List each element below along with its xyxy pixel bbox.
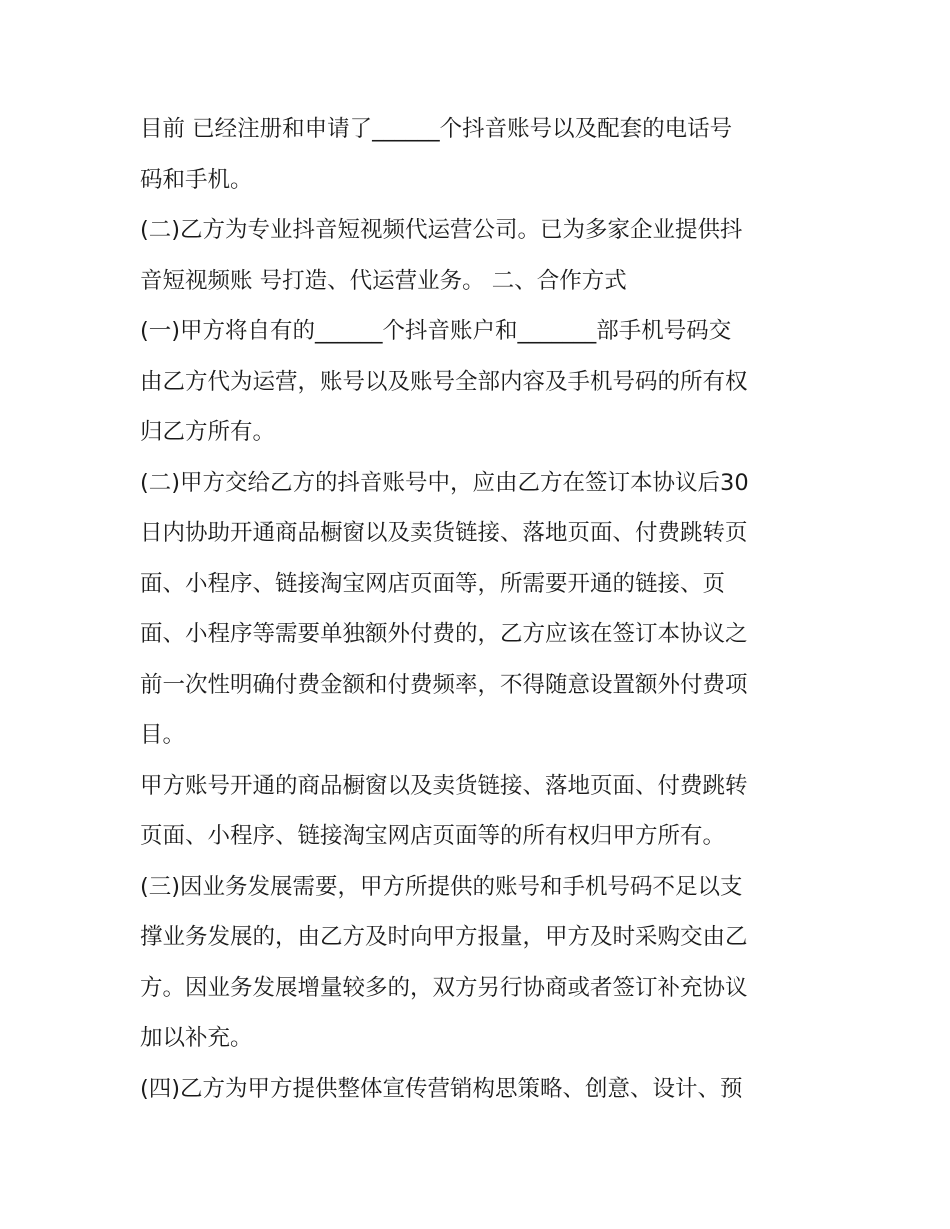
text-line: 目。 [140,722,186,748]
text-line: 撑业务发展的，由乙方及时向甲方报量，甲方及时采购交由乙 [140,924,748,950]
text-line: 由乙方代为运营，账号以及账号全部内容及手机号码的所有权 [140,368,748,395]
text-line: 页面、小程序、链接淘宝网店页面等的所有权归甲方所有。 [140,823,726,849]
text-line: 加以补充。 [140,1025,253,1051]
text-line: 码和手机。 [140,166,253,193]
text-line: 甲方账号开通的商品橱窗以及卖货链接、落地页面、付费跳转 [140,772,748,799]
text-line: 日内协助开通商品橱窗以及卖货链接、落地页面、付费跳转页 [140,520,748,546]
text-line: (三)因业务发展需要，甲方所提供的账号和手机号码不足以支 [140,873,743,900]
text-line: 方。因业务发展增量较多的，双方另行协商或者签订补充协议 [140,974,748,1001]
text-line: 面、小程序、链接淘宝网店页面等，所需要开通的链接、页 [140,570,726,597]
text-line: 归乙方所有。 [140,419,276,445]
text-line: (一)甲方将自有的______个抖音账户和_______部手机号码交 [140,318,732,344]
contract-body-text [140,104,820,1114]
text-line: 音短视频账 号打造、代运营业务。 二、合作方式 [140,267,627,294]
text-line: (二)甲方交给乙方的抖音账号中，应由乙方在签订本协议后30 [140,469,749,496]
text-line: 面、小程序等需要单独额外付费的，乙方应该在签订本协议之 [140,621,748,647]
text-line: 目前 已经注册和申请了______个抖音账号以及配套的电话号 [140,116,733,142]
text-line: (四)乙方为甲方提供整体宣传营销构思策略、创意、设计、预 [140,1075,743,1102]
text-line: 前一次性明确付费金额和付费频率，不得随意设置额外付费项 [140,671,748,698]
text-line: (二)乙方为专业抖音短视频代运营公司。已为多家企业提供抖 [140,217,743,243]
